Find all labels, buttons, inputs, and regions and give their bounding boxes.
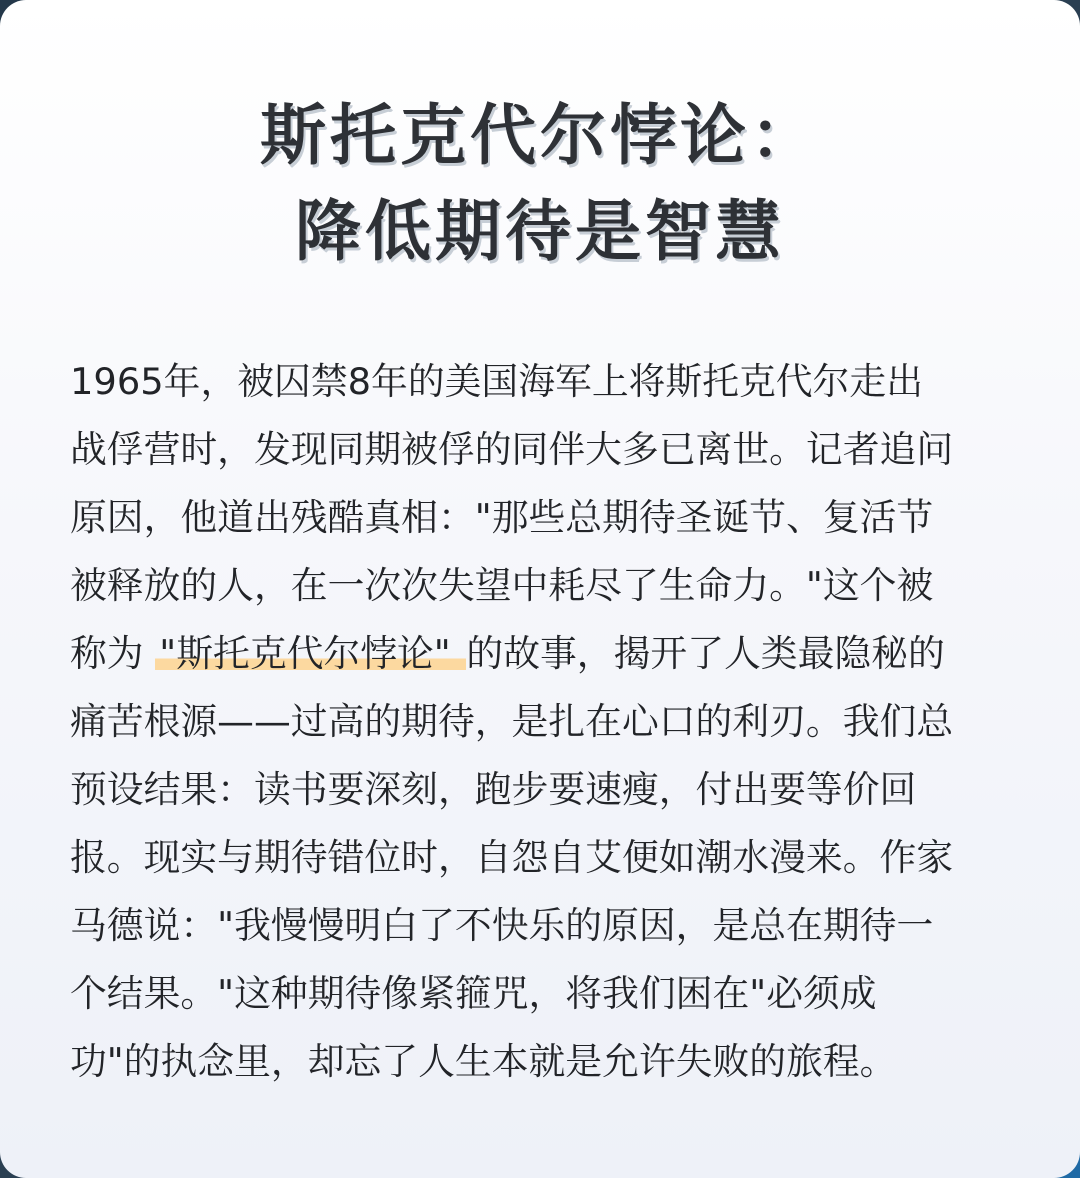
- title-line-1: 斯托克代尔悖论：: [260, 97, 820, 174]
- body-line: 个结果。"这种期待像紧箍咒，将我们困在"必须成: [70, 972, 877, 1015]
- body-text-segment: 称为: [70, 632, 156, 675]
- body-line: 1965年，被囚禁8年的美国海军上将斯托克代尔走出: [70, 360, 923, 403]
- body-line: 痛苦根源——过高的期待，是扎在心口的利刃。我们总: [70, 700, 954, 743]
- body-line: 原因，他道出残酷真相："那些总期待圣诞节、复活节: [70, 496, 934, 539]
- body-line: 报。现实与期待错位时，自怨自艾便如潮水漫来。作家: [70, 836, 954, 879]
- title-line-2: 降低期待是智慧: [295, 193, 785, 270]
- body-line: 被释放的人，在一次次失望中耗尽了生命力。"这个被: [70, 564, 934, 607]
- page-title: [0, 88, 1080, 280]
- body-line-with-highlight: [70, 620, 1020, 688]
- body-line: 功"的执念里，却忘了人生本就是允许失败的旅程。: [70, 1040, 897, 1083]
- body-line: 预设结果：读书要深刻，跑步要速瘦，付出要等价回: [70, 768, 917, 811]
- body-line: 战俘营时，发现同期被俘的同伴大多已离世。记者追问: [70, 428, 954, 471]
- article-body: [70, 348, 1020, 1096]
- body-line: 马德说："我慢慢明白了不快乐的原因，是总在期待一: [70, 904, 934, 947]
- highlighted-term: "斯托克代尔悖论": [155, 632, 466, 675]
- body-text-segment: 的故事，揭开了人类最隐秘的: [466, 632, 945, 675]
